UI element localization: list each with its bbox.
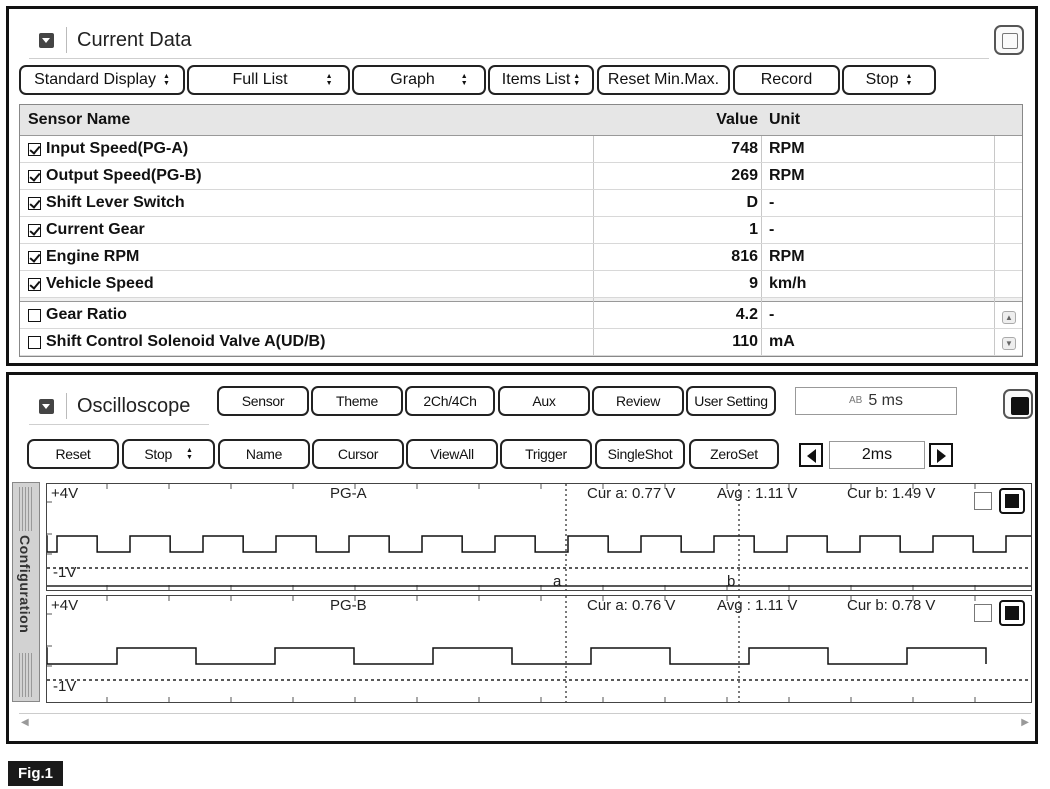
sensor-value: 110: [732, 333, 758, 350]
channel-graph-pg-a[interactable]: [46, 483, 1032, 591]
sensor-table: [19, 104, 1023, 357]
cursor-a-label: a: [553, 573, 562, 590]
reset-button[interactable]: [27, 439, 119, 469]
sensor-unit: -: [769, 221, 775, 238]
sensor-name: Shift Control Solenoid Valve A(UD/B): [46, 333, 326, 350]
cursor-a-value: Cur a: 0.76 V: [587, 597, 676, 614]
sensor-name-cell: [28, 302, 127, 328]
title-underline: [29, 58, 989, 59]
row-checkbox[interactable]: [28, 197, 41, 210]
button-label: Stop: [144, 446, 172, 462]
scroll-left-icon[interactable]: ◀: [21, 717, 29, 728]
sample-rate-icon: AB: [848, 395, 863, 406]
theme-button[interactable]: [311, 386, 403, 416]
current-data-header: [39, 27, 192, 53]
graph-dropdown[interactable]: [352, 65, 486, 95]
button-label: Record: [760, 71, 813, 88]
time-decrease-icon[interactable]: [799, 443, 823, 467]
channel-mode-button[interactable]: [405, 386, 495, 416]
row-checkbox[interactable]: [28, 309, 41, 322]
sensor-name: Current Gear: [46, 221, 145, 238]
grip-icon: [19, 487, 33, 531]
time-division-display: [829, 441, 925, 469]
sensor-name-cell: [28, 163, 202, 189]
waveform-trace: [47, 536, 1031, 552]
cursor-b-value: Cur b: 0.78 V: [847, 597, 936, 614]
sensor-button[interactable]: [217, 386, 309, 416]
button-label: Reset: [55, 446, 91, 462]
user-setting-button[interactable]: [686, 386, 776, 416]
cursor-b-label: b: [727, 573, 736, 590]
vmin-label: -1V: [53, 678, 77, 695]
trigger-button[interactable]: [500, 439, 592, 469]
sample-rate-value: 5 ms: [868, 392, 903, 409]
table-header: [20, 105, 1022, 136]
sensor-name: Vehicle Speed: [46, 275, 154, 292]
row-checkbox[interactable]: [28, 170, 41, 183]
button-label: ViewAll: [430, 446, 474, 462]
time-increase-icon[interactable]: [929, 443, 953, 467]
channel-expand-icon[interactable]: [999, 488, 1025, 514]
oscilloscope-header: [39, 393, 190, 419]
title-divider: [66, 393, 67, 419]
maximize-icon[interactable]: [1003, 389, 1033, 419]
row-checkbox[interactable]: [28, 143, 41, 156]
channel-name: PG-A: [330, 485, 367, 502]
vmax-label: +4V: [51, 485, 79, 502]
sensor-value: 9: [749, 275, 758, 292]
vmin-label: -1V: [53, 564, 77, 581]
button-label: ZeroSet: [710, 446, 758, 462]
sensor-unit: RPM: [769, 248, 805, 265]
sensor-value: D: [746, 194, 758, 211]
grip-icon: [19, 653, 33, 697]
title-underline: [29, 424, 209, 425]
channel-checkbox[interactable]: [974, 604, 992, 622]
standard-display-dropdown[interactable]: [19, 65, 185, 95]
table-row[interactable]: [20, 329, 1022, 356]
button-label: Review: [615, 393, 661, 409]
table-row[interactable]: [20, 190, 1022, 217]
channel-checkbox[interactable]: [974, 492, 992, 510]
title-divider: [66, 27, 67, 53]
sensor-name: Engine RPM: [46, 248, 140, 265]
record-button[interactable]: [733, 65, 840, 95]
table-row[interactable]: [20, 244, 1022, 271]
sensor-name: Output Speed(PG-B): [46, 167, 202, 184]
table-row[interactable]: [20, 136, 1022, 163]
collapse-icon[interactable]: [39, 33, 54, 48]
row-checkbox[interactable]: [28, 251, 41, 264]
scroll-down-icon[interactable]: ▼: [1002, 337, 1016, 350]
updown-icon: ▲ ▼: [460, 73, 468, 87]
singleshot-button[interactable]: [595, 439, 685, 469]
sensor-name-cell: [28, 136, 188, 162]
table-row[interactable]: [20, 271, 1022, 298]
button-label: Full List: [232, 71, 288, 88]
sensor-name-cell: [28, 244, 139, 270]
unchecked-rows: [20, 302, 1022, 356]
updown-icon: ▲ ▼: [573, 73, 581, 87]
collapse-icon[interactable]: [39, 399, 54, 414]
vmax-label: +4V: [51, 597, 79, 614]
row-checkbox[interactable]: [28, 278, 41, 291]
button-label: Cursor: [337, 446, 379, 462]
updown-icon: ▲ ▼: [325, 73, 333, 87]
sensor-unit: RPM: [769, 167, 805, 184]
button-label: Trigger: [525, 446, 567, 462]
updown-icon: ▲ ▼: [162, 73, 170, 87]
sample-rate-display[interactable]: [795, 387, 957, 415]
sensor-name-cell: [28, 217, 145, 243]
scroll-right-icon[interactable]: ▶: [1021, 717, 1029, 728]
items-list-dropdown[interactable]: [488, 65, 594, 95]
table-row[interactable]: [20, 217, 1022, 244]
channel-expand-icon[interactable]: [999, 600, 1025, 626]
cursor-a-value: Cur a: 0.77 V: [587, 485, 676, 502]
time-division-value: 2ms: [861, 446, 893, 463]
zeroset-button[interactable]: [689, 439, 779, 469]
sensor-value: 269: [731, 167, 758, 184]
sensor-unit: mA: [769, 333, 795, 350]
sensor-unit: -: [769, 194, 775, 211]
button-label: Stop: [865, 71, 899, 88]
button-label: Reset Min.Max.: [607, 71, 720, 88]
horizontal-scrollbar[interactable]: [19, 713, 1031, 733]
row-checkbox[interactable]: [28, 336, 41, 349]
button-label: User Setting: [694, 393, 768, 409]
cursor-b-value: Cur b: 1.49 V: [847, 485, 936, 502]
table-row[interactable]: [20, 302, 1022, 329]
average-value: Avg : 1.11 V: [717, 597, 798, 614]
viewall-button[interactable]: [406, 439, 498, 469]
configuration-tab[interactable]: [12, 482, 40, 702]
button-label: Graph: [390, 71, 435, 88]
maximize-icon[interactable]: [994, 25, 1024, 55]
configuration-label: Configuration: [17, 535, 33, 634]
name-button[interactable]: [218, 439, 310, 469]
full-list-dropdown[interactable]: [187, 65, 350, 95]
col-value[interactable]: Value: [716, 111, 758, 128]
sensor-name: Input Speed(PG-A): [46, 140, 189, 157]
col-sensor-name[interactable]: Sensor Name: [28, 111, 131, 128]
sensor-name-cell: [28, 190, 185, 216]
sensor-value: 4.2: [735, 306, 758, 323]
updown-icon: ▲ ▼: [905, 73, 913, 87]
button-label: Standard Display: [34, 71, 156, 88]
sensor-value: 748: [731, 140, 758, 157]
sensor-unit: -: [769, 306, 775, 323]
reset-min-max-button[interactable]: [597, 65, 730, 95]
aux-button[interactable]: [498, 386, 590, 416]
channel-name: PG-B: [330, 597, 367, 614]
checked-rows: [20, 136, 1022, 298]
stop-dropdown[interactable]: [122, 439, 215, 469]
sensor-unit: RPM: [769, 140, 805, 157]
row-checkbox[interactable]: [28, 224, 41, 237]
table-row[interactable]: [20, 163, 1022, 190]
sensor-name: Gear Ratio: [46, 306, 127, 323]
figure-label: Fig.1: [8, 761, 63, 786]
button-label: Name: [245, 446, 283, 462]
button-label: SingleShot: [607, 446, 673, 462]
sensor-name: Shift Lever Switch: [46, 194, 185, 211]
button-label: Aux: [532, 393, 556, 409]
scroll-up-icon[interactable]: ▲: [1002, 311, 1016, 324]
waveform-trace: [47, 648, 986, 664]
current-data-panel: [6, 6, 1038, 366]
button-label: Theme: [335, 393, 379, 409]
panel-title: Current Data: [77, 28, 192, 51]
cursor-button[interactable]: [312, 439, 404, 469]
sensor-name-cell: [28, 271, 154, 297]
sensor-value: 1: [749, 221, 758, 238]
updown-icon: ▲ ▼: [185, 447, 193, 461]
oscilloscope-panel: [6, 372, 1038, 744]
button-label: 2Ch/4Ch: [423, 393, 477, 409]
panel-title: Oscilloscope: [77, 394, 191, 417]
button-label: Sensor: [241, 393, 285, 409]
sensor-value: 816: [731, 248, 758, 265]
sensor-unit: km/h: [769, 275, 807, 292]
sensor-name-cell: [28, 329, 325, 355]
average-value: Avg : 1.11 V: [717, 485, 798, 502]
review-button[interactable]: [592, 386, 684, 416]
col-unit[interactable]: Unit: [769, 111, 801, 128]
channel-graph-pg-b[interactable]: [46, 595, 1032, 703]
stop-dropdown[interactable]: [842, 65, 936, 95]
button-label: Items List: [501, 71, 571, 88]
